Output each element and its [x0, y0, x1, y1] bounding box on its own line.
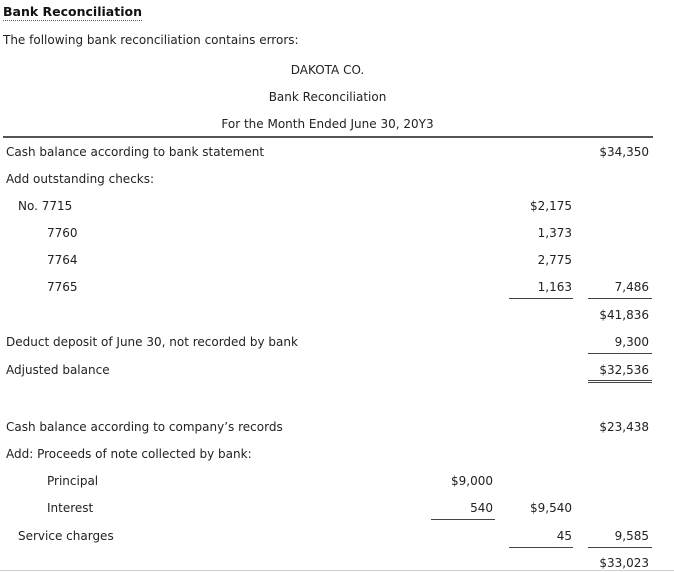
deduct-rule [588, 353, 652, 354]
check-amount: 2,775 [537, 253, 572, 267]
check-label: 7765 [47, 280, 78, 294]
deduct-deposit-value: 9,300 [614, 335, 649, 349]
company-final-total: $33,023 [599, 556, 649, 570]
page-bottom-edge [0, 570, 674, 571]
company-name: DAKOTA CO. [290, 63, 365, 77]
bank-balance-label: Cash balance according to bank statement [6, 145, 265, 159]
header-rule [3, 136, 653, 138]
adjusted-balance-label: Adjusted balance [6, 363, 110, 377]
subtotal-rule [588, 298, 652, 299]
page-heading: Bank Reconciliation [3, 4, 142, 19]
interest-underline [431, 519, 495, 520]
bank-subtotal: $41,836 [599, 308, 649, 322]
note-proceeds-label: Add: Proceeds of note collected by bank: [6, 447, 252, 461]
intro-text: The following bank reconciliation contains errors: [3, 33, 299, 47]
checks-total: 7,486 [614, 280, 649, 294]
principal-value: $9,000 [451, 474, 493, 488]
adjusted-balance-value: $32,536 [599, 363, 649, 377]
check-label: 7760 [47, 226, 78, 240]
company-balance-label: Cash balance according to company’s records [6, 420, 283, 434]
adjusted-double-rule [588, 380, 652, 381]
service-underline [509, 547, 573, 548]
final-rule [588, 547, 652, 548]
bank-balance-value: $34,350 [599, 145, 649, 159]
interest-value: 540 [470, 501, 493, 515]
check-amount: 1,163 [537, 280, 572, 294]
net-additions: 9,585 [614, 529, 649, 543]
note-total: $9,540 [530, 501, 572, 515]
company-balance-value: $23,438 [599, 420, 649, 434]
check-amount: 1,373 [537, 226, 572, 240]
interest-label: Interest [47, 501, 94, 515]
principal-label: Principal [47, 474, 99, 488]
outstanding-checks-label: Add outstanding checks: [6, 172, 155, 186]
adjusted-double-rule [588, 382, 652, 383]
check-amount: $2,175 [530, 199, 572, 213]
statement-title: Bank Reconciliation [268, 90, 387, 104]
deduct-deposit-label: Deduct deposit of June 30, not recorded by bank [6, 335, 298, 349]
checks-underline [509, 298, 573, 299]
service-charges-value: 45 [556, 529, 572, 543]
service-charges-label: Service charges [18, 529, 114, 543]
statement-period: For the Month Ended June 30, 20Y3 [221, 117, 434, 131]
check-label: No. 7715 [18, 199, 73, 213]
check-label: 7764 [47, 253, 78, 267]
